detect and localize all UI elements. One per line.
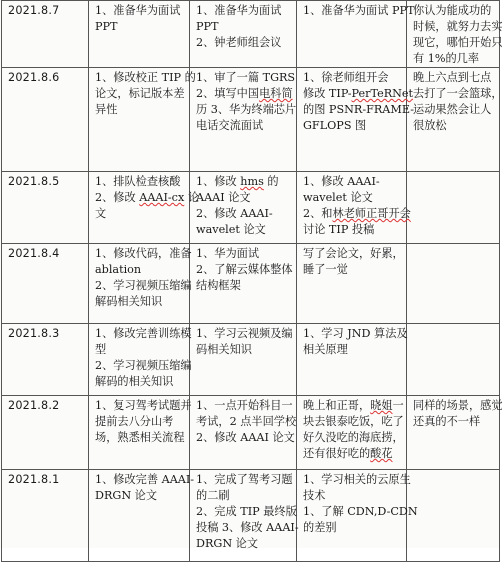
date-cell	[2, 244, 89, 324]
note-cell	[407, 68, 503, 172]
done-cell	[190, 324, 297, 396]
cell-line: 考试，2 点半回学校	[196, 415, 297, 428]
cell-line: 1、一点开始科目一	[196, 399, 293, 412]
plan-cell	[89, 396, 190, 470]
cell-line: 2、修改 AAAI 论文	[196, 431, 295, 444]
cell-line: PPT	[196, 20, 219, 33]
cell-line: 1、复习驾考试题并	[95, 399, 192, 412]
note-cell	[407, 324, 500, 396]
date-text: 2021.8.3	[8, 327, 60, 340]
cell-line: wavelet 论文	[196, 223, 266, 236]
cell-line: 很放松	[413, 119, 447, 132]
date-cell	[2, 324, 89, 396]
cell-line: 电话交流面试	[196, 119, 264, 132]
cell-line: 块去银泰吃饭，吃了	[303, 415, 404, 428]
cell-line: 码相关知识	[196, 343, 252, 356]
cell-line: 1、修改 hms 的	[196, 175, 279, 188]
table-row	[2, 1, 500, 68]
table-row	[2, 324, 500, 396]
cell-line: 场，熟悉相关流程	[95, 431, 185, 444]
date-text: 2021.8.7	[8, 4, 60, 17]
date-text: 2021.8.6	[8, 71, 60, 84]
note-cell	[407, 244, 500, 324]
cell-line: 1、准备华为面试	[95, 4, 181, 17]
cell-line: 提前去八分山考	[95, 415, 174, 428]
cell-line: wavelet 论文	[303, 191, 373, 204]
cell-line: 1、修改完善 AAAI-	[95, 473, 195, 486]
cell-line: 1、修改代码，准备	[95, 247, 192, 260]
cell-line: 相关原理	[303, 343, 348, 356]
note-cell	[407, 470, 500, 562]
extra-cell	[297, 1, 415, 68]
plan-cell	[89, 68, 196, 172]
extra-cell	[297, 68, 414, 172]
cell-line: 晚上和正哥，晓姐一	[303, 399, 404, 412]
extra-cell	[297, 470, 418, 562]
date-text: 2021.8.5	[8, 175, 60, 188]
daily-log-table	[1, 0, 503, 562]
plan-cell	[89, 172, 200, 244]
extra-cell	[297, 244, 407, 324]
cell-line: 去打了一会篮球，	[413, 87, 503, 100]
table-row	[2, 68, 500, 172]
cell-line: 技术	[303, 489, 326, 502]
cell-line: 晚上六点到七点	[413, 71, 492, 84]
date-cell	[2, 396, 89, 470]
cell-line: 写了会论文，好累，	[303, 247, 404, 260]
extra-cell	[297, 324, 407, 396]
cell-line: 2、钟老师组会议	[196, 36, 282, 49]
plan-cell	[89, 324, 190, 396]
extra-cell	[297, 172, 411, 244]
done-cell	[190, 396, 297, 470]
cell-line: 型	[95, 343, 107, 356]
cell-line: 解码相关知识	[95, 295, 163, 308]
cell-line: AAAI 论文	[196, 191, 251, 204]
done-cell	[190, 1, 297, 68]
cell-line: 2、了解云媒体整体	[196, 263, 293, 276]
cell-line: 你认为能成功的	[413, 4, 492, 17]
cell-line: 1、审了一篇 TGRS	[196, 71, 296, 84]
table-body	[2, 1, 503, 562]
done-cell	[190, 172, 297, 244]
cell-line: 文	[95, 207, 107, 220]
cell-line: 好久没吃的海底捞，	[303, 431, 404, 444]
cell-line: 1、华为面试	[196, 247, 260, 260]
cell-line: 1、修改 AAAI-	[303, 175, 380, 188]
date-text: 2021.8.4	[8, 247, 60, 260]
cell-line: 时候，就努力去实	[413, 20, 503, 33]
cell-line: PPT	[95, 20, 118, 33]
cell-line: 还真的不一样	[413, 415, 481, 428]
cell-line: 1、学习相关的云原生	[303, 473, 411, 486]
cell-line: ablation	[95, 263, 142, 276]
cell-line: 2、学习视频压缩编	[95, 279, 192, 292]
date-cell	[2, 1, 89, 68]
cell-line: 1、准备华为面试	[196, 4, 282, 17]
cell-line: 有 1%的几率	[413, 52, 480, 65]
cell-line: 投稿 3、修改 AAAI-	[196, 521, 299, 534]
cell-line: 2、完成 TIP 最终版	[196, 505, 297, 518]
cell-line: 1、修改完善训练模	[95, 327, 192, 340]
cell-line: 1、完成了驾考习题	[196, 473, 293, 486]
date-cell	[2, 172, 89, 244]
plan-cell	[89, 1, 190, 68]
cell-line: 异性	[95, 103, 118, 116]
note-cell	[407, 172, 500, 244]
cell-line: 2、学习视频压缩编	[95, 359, 192, 372]
cell-line: GFLOPS 图	[303, 119, 367, 132]
cell-line: 1、准备华为面试 PPT	[303, 4, 415, 17]
cell-line: 1、徐老师组开会	[303, 71, 389, 84]
cell-line: 2、修改 AAAI-	[196, 207, 273, 220]
cell-line: 历 3、华为终端芯片	[196, 103, 297, 116]
plan-cell	[89, 244, 190, 324]
table-row	[2, 244, 500, 324]
cell-line: 2、填写中国电科简	[196, 87, 293, 100]
extra-cell	[297, 396, 407, 470]
table-row	[2, 396, 500, 470]
cell-line: DRGN 论文	[196, 537, 259, 550]
cell-line: 1、排队检查核酸	[95, 175, 181, 188]
cell-line: 1、修改校正 TIP 的	[95, 71, 196, 84]
cell-line: 1、了解 CDN,D-CDN	[303, 505, 418, 518]
cell-line: 1、学习 JND 算法及	[303, 327, 408, 340]
cell-line: 结构框架	[196, 279, 241, 292]
cell-line: 2、修改 AAAI-cx 论	[95, 191, 200, 204]
cell-line: 的图 PSNR-FRAME-	[303, 103, 414, 116]
done-cell	[190, 68, 297, 172]
date-cell	[2, 470, 89, 562]
cell-line: 论文，标记版本差	[95, 87, 185, 100]
note-cell	[407, 396, 503, 470]
table-row	[2, 172, 500, 244]
cell-line: 运动果然会让人	[413, 103, 492, 116]
done-cell	[190, 470, 297, 562]
date-text: 2021.8.1	[8, 473, 60, 486]
cell-line: 讨论 TIP 投稿	[303, 223, 375, 236]
cell-line: 2、和林老师正哥开会	[303, 207, 411, 220]
cell-line: 解码的相关知识	[95, 375, 174, 388]
cell-line: DRGN 论文	[95, 489, 158, 502]
cell-line: 睡了一觉	[303, 263, 348, 276]
cell-line: 的差别	[303, 521, 337, 534]
cell-line: 1、学习云视频及编	[196, 327, 293, 340]
table-row	[2, 470, 500, 562]
cell-line: 的二刷	[196, 489, 230, 502]
date-text: 2021.8.2	[8, 399, 60, 412]
cell-line: 修改 TIP-PerTeRNet	[303, 87, 414, 100]
done-cell	[190, 244, 297, 324]
date-cell	[2, 68, 89, 172]
cell-line: 现它，哪怕开始只	[413, 36, 503, 49]
plan-cell	[89, 470, 195, 562]
note-cell	[407, 1, 503, 68]
cell-line: 还有很好吃的酸花	[303, 447, 393, 460]
cell-line: 同样的场景，感觉	[413, 399, 503, 412]
